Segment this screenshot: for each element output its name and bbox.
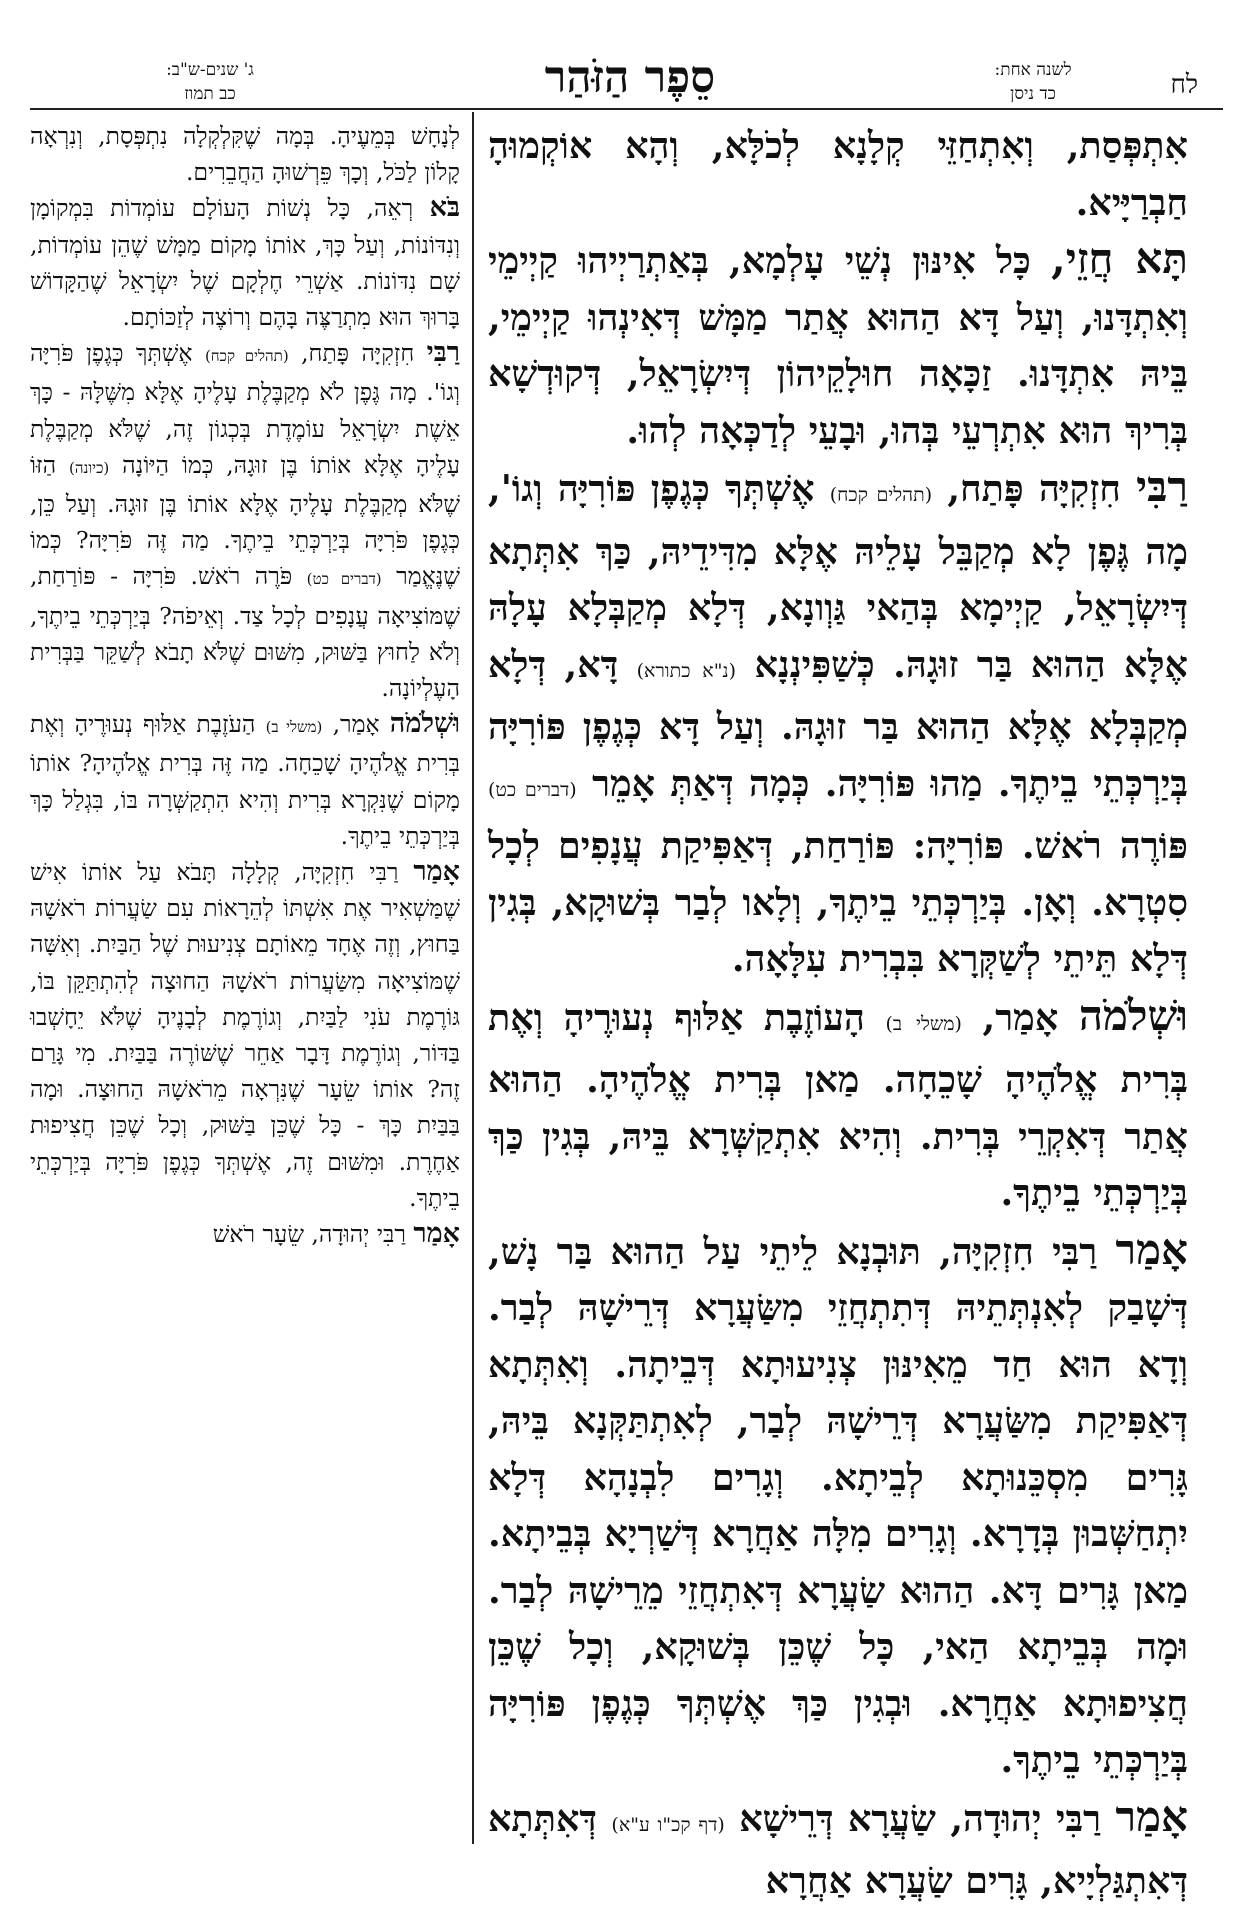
lead-word: רַבִּי [426,337,460,369]
main-text: חִזְקִיָּה פָּתַח, [932,467,1137,510]
side-text: רְאֵה, כָּל נְשׁוֹת הָעוֹלָם עוֹמְדוֹת בִּמְקוֹמָן וְנִדּוֹנוֹת, וְעַל כָּךְ, אוֹתוֹ מָקוֹם מַמָּשׁ שֶׁהֵן עוֹמְדוֹת, שָׁם נִדּוֹנוֹת. אַשְׁרֵי חֶלְקָם שֶׁל יִשְׂרָאֵל שֶׁהַקָּדוֹשׁ בָּרוּךְ הוּא מִתְרַצֶּה בָּהֶם וְרוֹצֶה לְזַכּוֹתָם. [30,194,460,332]
source-reference: (משלי ב) [265,718,323,737]
main-text: רַבִּי יְהוּדָה, שַׂעֲרָא דְּרֵישָׁא [724,1796,1116,1840]
column-divider [472,112,474,1844]
side-text: אֶשְׁתְּךָ כְּגֶפֶן פֹּרִיָּה וְגוֹ'. מָה גֶּפֶן לֹא מְקַבֶּלֶת עָלֶיהָ אֶלָּא מִשֶּׁלָּהּ - כָּךְ אֵשֶׁת יִשְׂרָאֵל עוֹמֶדֶת בְּכְגוֹן זֶה, שֶׁלֹּא מְקַבֶּלֶת עָלֶיהָ אֶלָּא אוֹתוֹ בֶּן זוּגָהּ, כְּמוֹ הַיּוֹנָה [30,339,460,479]
side-paragraph [30,1216,460,1252]
main-text: כָּל אִינּוּן נְשֵׁי עָלְמָא, בְּאַתְרַיְיהוּ קַיְימֵי וְאִתְדָּנוּ, וְעַל דָּא הַהוּא אֲתַר מַמָּשׁ דְּאִינְהוּ קַיְימֵי, בֵּיהּ אִתְדָּנוּ. זַכָּאָה חוּלָקֵיהוֹן דְּיִשְׂרָאֵל, דְּקוּדְשָׁא בְּרִיךְ הוּא אִתְרְעֵי בְּהוּ, וּבָעֵי לְדַכְּאָה לְהוּ. [488,239,1188,452]
source-reference: (תהלים קכח) [829,484,933,506]
side-paragraph [30,190,460,335]
main-text: דְּאִתְּתָא דְּאִתְגַּלְיָיא, גָּרִים שַׂעֲרָא אַחֲרָא [488,1796,1188,1902]
hebrew-translation-column [30,118,460,1858]
source-reference: (משלי ב) [885,1012,962,1035]
side-text: רַבִּי יְהוּדָה, שֵׂעָר רֹאשׁ [212,1220,414,1249]
side-paragraph [30,118,460,190]
main-paragraph [488,1789,1188,1910]
lead-word: אָמַר [1115,1224,1188,1274]
side-paragraph [30,706,460,854]
lead-word: אָמַר [413,856,460,888]
main-text: אִתְפְּסַת, וְאִתְחַזֵּי קְלָנָא לְכֹלָּא, וְהָא אוֹקְמוּהָ חַבְרַיָּיא. [488,124,1188,224]
aramaic-column [488,118,1189,1902]
book-title: סֵפֶר הַזֹּהַר [544,52,716,103]
lead-word: וּשְׁלֹמֹה [1078,990,1189,1040]
side-text: לְנָחָשׁ בְּמֵעֶיהָ. בְּמָה שֶׁקִּלְקְלָה נִתְפְּסָת, וְנִרְאָה קָלוֹן לַכֹּל, וְכָךְ פֵּרְשׁוּהָ הַחֲבֵרִים. [30,122,460,187]
side-text: אָמַר, [322,710,390,739]
main-paragraph [488,459,1188,988]
header-divider [30,108,1223,110]
lead-word: אָמַר [1115,1791,1188,1841]
side-text: הַזּוֹ שֶׁלֹּא מְקַבֶּלֶת עָלֶיהָ אֶלָּא אוֹתוֹ בֶּן זוּגָהּ. וְעַל כֵּן, כְּגֶפֶן פֹּרִיָּה בְּיַרְכְּתֵי בֵיתֶךָ. מַה זֶּה פֹּרִיָּה? כְּמוֹ שֶׁנֶּאֱמַר [30,450,461,591]
header-right-line1: לשנה אחת: [994,60,1072,80]
lead-word: אָמַר [413,1218,460,1250]
main-paragraph [488,1222,1188,1789]
main-text: אֶשְׁתְּךָ כְּגֶפֶן פּוֹרִיָּה וְגוֹ', מָה גֶּפֶן לָא מְקַבֵּל עָלֵיהּ אֶלָּא מִדִּידֵיהּ, כַּךְ אִתְּתָא דְּיִשְׂרָאֵל, קַיְימָא בְּהַאי גַּוְונָא, דְּלָא מְקַבְּלָא עָלָהּ אֶלָּא הַהוּא בַּר זוּגָהּ. כְּשַׁפִּינְנָא [488,467,1188,686]
main-text: פּוֹרֶה רֹאשׁ. פּוֹרִיָּה: פּוֹרַחַת, דְּאַפִּיקַת עֲנָפִים לְכָל סִטְרָא. וְאָן. בְּיַרְכְּתֵי בֵיתֶךָ, וְלָאו לְבַר בְּשׁוּקָא, בְּגִין דְּלָא תֵּיתֵי לְשַׁקְּרָא בִּבְרִית עִלָּאָה. [488,824,1188,980]
header-right-line2: כד ניסן [1010,84,1056,104]
source-reference: (דברים כט) [306,570,382,589]
source-reference: (נ"א כתורא) [636,659,737,682]
header-left-line2: כב תמוז [184,84,236,104]
source-reference: (דף קכ"ו ע"א) [611,1813,725,1836]
header-left-line1: ג' שנים-ש"ב: [166,60,254,80]
side-paragraph [30,335,460,706]
side-text: הַעֹזֶבֶת אַלּוּף נְעוּרֶיהָ וְאֶת בְּרִית אֱלֹהֶיהָ שָׁכֵחָה. מַה זֶּה בְּרִית אֱלֹהֶיהָ? אוֹתוֹ מָקוֹם שֶׁנִּקְרָא בְּרִית וְהִיא הִתְקַשְּׁרָה בּוֹ, בִּגְלַל כָּךְ בְּיַרְכְּתֵי בֵיתֶךָ. [30,710,460,850]
source-reference: (כיונה) [68,458,110,477]
main-text: רַבִּי חִזְקִיָּה, תּוּבְנָא לֵיתֵי עַל הַהוּא בַּר נָשׁ, דְּשָׁבַק לְאִנְתְּתֵיהּ דְּתִתְחֲזֵי מִשַּׂעֲרָא דְּרֵישָׁהּ לְבַר. וְדָא הוּא חַד מֵאִינּוּן צְנִיעוּתָא דְּבֵיתָה. וְאִתְּתָא דְּאַפִּיקַת מִשַּׂעֲרָא דְּרֵישָׁהּ לְבַר, לְאִתְתַּקְּנָא בֵּיהּ, גָּרִים מִסְכֵּנוּתָא לְבֵיתָא. וְגָרִים לִבְנָהָא דְּלָא יִתְחַשְּׁבוּן בְּדָרָא. וְגָרִים מִלָּה אַחֲרָא דְּשַׁרְיָא בְּבֵיתָא. מַאן גָּרִים דָּא. הַהוּא שַׂעֲרָא דְּאִתְחֲזֵי מֵרֵישָׁהּ לְבַר. וּמָה בְּבֵיתָא הַאי, כָּל שֶׁכֵּן בְּשׁוּקָא, וְכָל שֶׁכֵּן חֲצִיפוּתָא אַחֲרָא. וּבְגִין כַּךְ אֶשְׁתְּךָ כְּגֶפֶן פּוֹרִיָּה בְּיַרְכְּתֵי בֵיתֶךָ. [488,1229,1188,1781]
source-reference: (דברים כט) [488,778,577,801]
side-text: חִזְקִיָּה פָּתַח, [288,339,427,368]
lead-word: רַבִּי [1136,462,1189,511]
side-paragraph [30,854,460,1216]
lead-word: וּשְׁלֹמֹה [389,708,460,740]
page-number: לח [1170,70,1198,100]
main-paragraph [488,118,1188,231]
source-reference: (תהלים קכח) [204,347,289,366]
main-text: אָמַר, [961,995,1079,1039]
lead-word: בֹּא [429,192,460,224]
main-text: הָעוֹזֶבֶת אַלּוּף נְעוּרֶיהָ וְאֶת בְּרִית אֱלֹהֶיהָ שָׁכֵחָה. מַאן בְּרִית אֱלֹהֶיהָ. הַהוּא אֲתַר דְּאִקְרֵי בְּרִית. וְהִיא אִתְקַשְּׁרָא בֵּיהּ, בְּגִין כַּךְ בְּיַרְכְּתֵי בֵיתֶךָ. [488,995,1188,1214]
main-text: דָּא, דְּלָא מְקַבְּלָא אֶלָּא הַהוּא בַּר זוּגָהּ. וְעַל דָּא כְּגֶפֶן פּוֹרִיָּה בְּיַרְכְּתֵי בֵיתֶךָ. מַהוּ פּוֹרִיָּה. כְּמָה דְּאַתְּ אָמֵר [488,642,1189,805]
main-paragraph [488,231,1188,459]
side-text: פֹּרֶה רֹאשׁ. פֹּרִיָּה - פּוֹרַחַת, שֶׁמּוֹצִיאָה עֲנָפִים לְכָל צַד. וְאֵיפֹה? בְּיַרְכְּתֵי בֵיתֶךָ, וְלֹא לַחוּץ בַּשּׁוּק, מִשּׁוּם שֶׁלֹּא תָבֹא לְשַׁקֵּר בַּבְּרִית הָעֶלְיוֹנָה. [30,562,460,703]
header-right-dates [933,58,1133,106]
header-left-dates [30,58,390,106]
lead-word: תָּא חֲזֵי, [1051,234,1189,283]
main-paragraph [488,988,1188,1222]
side-text: רַבִּי חִזְקִיָּה, קְלָלָה תָּבֹא עַל אוֹתוֹ אִישׁ שֶׁמַּשְׁאִיר אֶת אִשְׁתּוֹ לְהֵרָאוֹת עִם שַׂעֲרוֹת רֹאשָׁהּ בַּחוּץ, וְזֶה אֶחָד מֵאוֹתָם צְנִיעוּת שֶׁל הַבַּיִת. וְאִשָּׁה שֶׁמּוֹצִיאָה מִשַּׂעֲרוֹת רֹאשָׁהּ הַחוּצָה לְהִתְתַּקֵּן בּוֹ, גּוֹרֶמֶת עֹנִי לַבַּיִת, וְגוֹרֶמֶת לְבָנֶיהָ שֶׁלֹּא יֵחָשְׁבוּ בַּדּוֹר, וְגוֹרֶמֶת דָּבָר אַחֵר שֶׁשּׁוֹרֶה בַּבַּיִת. מִי גָּרַם זֶה? אוֹתוֹ שֵׂעָר שֶׁנִּרְאָה מֵרֹאשָׁהּ הַחוּצָה. וּמָה בַּבַּיִת כָּךְ - כָּל שֶׁכֵּן בַּשּׁוּק, וְכָל שֶׁכֵּן חֲצִיפוּת אַחֶרֶת. וּמִשּׁוּם זֶה, אֶשְׁתְּךָ כְּגֶפֶן פֹּרִיָּה בְּיַרְכְּתֵי בֵיתֶךָ. [30,858,460,1212]
